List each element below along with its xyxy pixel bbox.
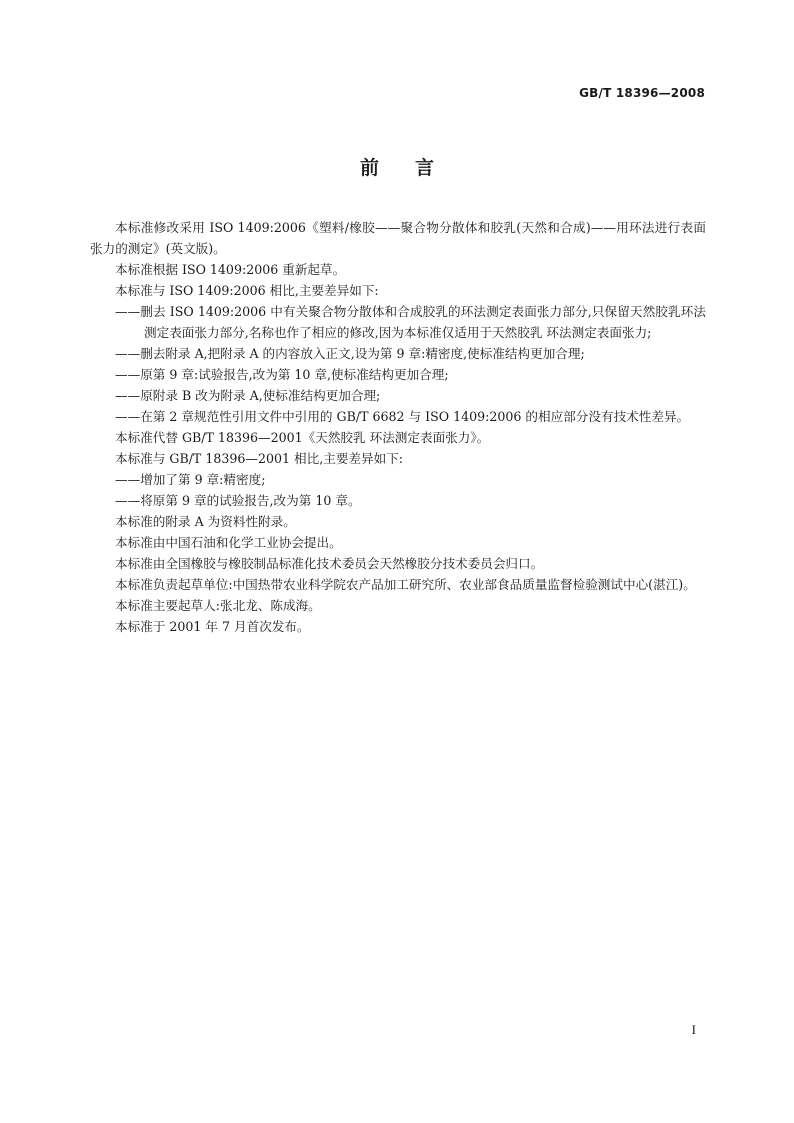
page-title: 前言 xyxy=(359,157,470,179)
list-item: ——删去 ISO 1409:2006 中有关聚合物分散体和合成胶乳的环法测定表面张力部分,只保留天然胶乳环法测定表面张力部分,名称也作了相应的修改,因为本标准仅适用于天然胶乳 环法测定表面张力; xyxy=(115,304,706,340)
paragraph: 本标准主要起草人:张北龙、陈成海。 xyxy=(115,598,321,613)
paragraph: 本标准负责起草单位:中国热带农业科学院农产品加工研究所、农业部食品质量监督检验测试中心(湛江)。 xyxy=(115,577,696,592)
list-item: ——增加了第 9 章:精密度; xyxy=(115,472,266,487)
standard-code: GB/T 18396—2008 xyxy=(579,86,705,100)
paragraph: 本标准与 GB/T 18396—2001 相比,主要差异如下: xyxy=(115,451,404,466)
paragraph: 本标准根据 ISO 1409:2006 重新起草。 xyxy=(115,262,346,277)
paragraph: 本标准代替 GB/T 18396—2001《天然胶乳 环法测定表面张力》。 xyxy=(115,430,490,445)
page-number: I xyxy=(691,1022,696,1037)
paragraph: 本标准于 2001 年 7 月首次发布。 xyxy=(115,619,310,634)
foreword-body xyxy=(90,217,706,637)
paragraph: 本标准修改采用 ISO 1409:2006《塑料/橡胶——聚合物分散体和胶乳(天然和合成)——用环法进行表面张力的测定》(英文版)。 xyxy=(90,220,706,256)
paragraph: 本标准由全国橡胶与橡胶制品标准化技术委员会天然橡胶分技术委员会归口。 xyxy=(115,556,544,571)
paragraph: 本标准与 ISO 1409:2006 相比,主要差异如下: xyxy=(115,283,379,298)
list-item: ——原附录 B 改为附录 A,使标准结构更加合理; xyxy=(115,388,381,403)
paragraph: 本标准由中国石油和化学工业协会提出。 xyxy=(115,535,342,550)
list-item: ——将原第 9 章的试验报告,改为第 10 章。 xyxy=(115,493,361,508)
list-item: ——在第 2 章规范性引用文件中引用的 GB/T 6682 与 ISO 1409:2006 的相应部分没有技术性差异。 xyxy=(115,409,690,424)
list-item: ——删去附录 A,把附录 A 的内容放入正文,设为第 9 章:精密度,使标准结构更加合理; xyxy=(115,346,585,361)
list-item: ——原第 9 章:试验报告,改为第 10 章,使标准结构更加合理; xyxy=(115,367,449,382)
paragraph: 本标准的附录 A 为资料性附录。 xyxy=(115,514,296,529)
